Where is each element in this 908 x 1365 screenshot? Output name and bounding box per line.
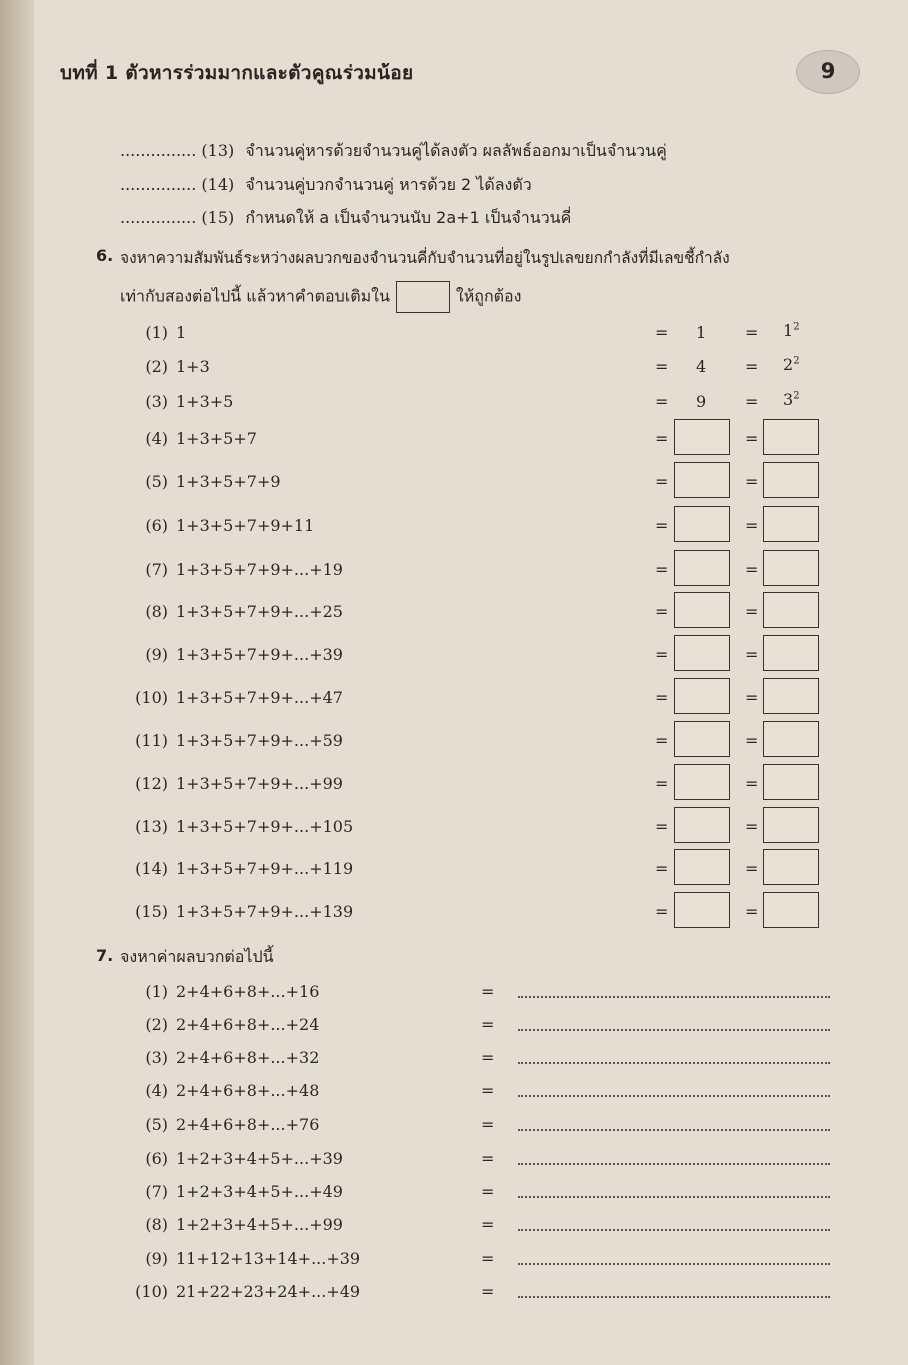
equals-sign: = bbox=[745, 859, 759, 878]
equals-sign: = bbox=[655, 323, 669, 342]
sum-answer-box[interactable] bbox=[674, 764, 730, 800]
power-base: 1 bbox=[783, 321, 794, 340]
power-value bbox=[783, 321, 800, 340]
q7-expression: 21+22+23+24+...+49 bbox=[176, 1282, 361, 1301]
q7-item-number: (6) bbox=[145, 1149, 168, 1168]
equals-sign: = bbox=[655, 429, 669, 448]
q7-item-number: (1) bbox=[145, 982, 168, 1001]
equals-sign: = bbox=[745, 392, 759, 411]
q7-item-number: (7) bbox=[145, 1182, 168, 1201]
equals-sign: = bbox=[655, 392, 669, 411]
equals-sign: = bbox=[745, 357, 759, 376]
answer-blank[interactable]: ............... bbox=[120, 141, 197, 160]
equals-sign: = bbox=[745, 323, 759, 342]
power-answer-box[interactable] bbox=[763, 462, 819, 498]
q6-item-number: (7) bbox=[145, 560, 168, 579]
equals-sign: = bbox=[745, 472, 759, 491]
q6-expression: 1+3+5+7+9+11 bbox=[176, 516, 315, 535]
q6-expression: 1+3+5+7+9+...+47 bbox=[176, 688, 343, 707]
q6-item-number: (5) bbox=[145, 472, 168, 491]
equals-sign: = bbox=[655, 560, 669, 579]
q6-item-number: (1) bbox=[145, 323, 168, 342]
question-6-line1: จงหาความสัมพันธ์ระหว่างผลบวกของจำนวนคี่กับจำนวนที่อยู่ในรูปเลขยกกำลังที่มีเลขชี้กำลัง bbox=[120, 249, 730, 267]
answer-dotted-line[interactable] bbox=[518, 1184, 830, 1198]
answer-dotted-line[interactable] bbox=[518, 984, 830, 998]
q7-item-number: (5) bbox=[145, 1115, 168, 1134]
power-base: 3 bbox=[783, 390, 794, 409]
statement-text: กำหนดให้ a เป็นจำนวนนับ 2a+1 เป็นจำนวนคี่ bbox=[245, 208, 572, 227]
equals-sign: = bbox=[481, 1048, 495, 1067]
sum-answer-box[interactable] bbox=[674, 849, 730, 885]
question-6-line2-before: เท่ากับสองต่อไปนี้ แล้วหาคำตอบเติมใน bbox=[120, 286, 390, 306]
power-answer-box[interactable] bbox=[763, 807, 819, 843]
power-answer-box[interactable] bbox=[763, 550, 819, 586]
power-answer-box[interactable] bbox=[763, 892, 819, 928]
equals-sign: = bbox=[655, 472, 669, 491]
equals-sign: = bbox=[655, 731, 669, 750]
q6-item-number: (8) bbox=[145, 602, 168, 621]
power-answer-box[interactable] bbox=[763, 721, 819, 757]
equals-sign: = bbox=[481, 1182, 495, 1201]
q6-item-number: (10) bbox=[135, 688, 168, 707]
q6-item-number: (13) bbox=[135, 817, 168, 836]
q7-item-number: (2) bbox=[145, 1015, 168, 1034]
statement-15 bbox=[120, 206, 571, 231]
statement-text: จำนวนคู่หารด้วยจำนวนคู่ได้ลงตัว ผลลัพธ์ออกมาเป็นจำนวนคู่ bbox=[245, 141, 667, 160]
equals-sign: = bbox=[745, 731, 759, 750]
answer-dotted-line[interactable] bbox=[518, 1117, 830, 1131]
sum-answer-box[interactable] bbox=[674, 635, 730, 671]
equals-sign: = bbox=[745, 902, 759, 921]
power-value bbox=[783, 355, 800, 374]
sum-answer-box[interactable] bbox=[674, 506, 730, 542]
statement-number: (15) bbox=[201, 208, 235, 227]
equals-sign: = bbox=[745, 560, 759, 579]
statement-14 bbox=[120, 173, 532, 198]
sum-value: 1 bbox=[696, 323, 707, 342]
sum-answer-box[interactable] bbox=[674, 592, 730, 628]
answer-blank[interactable]: ............... bbox=[120, 175, 197, 194]
sum-value: 4 bbox=[696, 357, 707, 376]
q6-expression: 1+3+5+7+9 bbox=[176, 472, 281, 491]
q7-item-number: (3) bbox=[145, 1048, 168, 1067]
q7-expression: 2+4+6+8+...+32 bbox=[176, 1048, 320, 1067]
sum-value: 9 bbox=[696, 392, 707, 411]
statement-text: จำนวนคู่บวกจำนวนคู่ หารด้วย 2 ได้ลงตัว bbox=[245, 175, 532, 194]
power-answer-box[interactable] bbox=[763, 849, 819, 885]
q6-expression: 1+3+5+7+9+...+105 bbox=[176, 817, 354, 836]
answer-dotted-line[interactable] bbox=[518, 1217, 830, 1231]
q6-item-number: (15) bbox=[135, 902, 168, 921]
q6-item-number: (3) bbox=[145, 392, 168, 411]
power-base: 2 bbox=[783, 355, 794, 374]
equals-sign: = bbox=[655, 645, 669, 664]
answer-dotted-line[interactable] bbox=[518, 1050, 830, 1064]
statement-number: (14) bbox=[201, 175, 235, 194]
power-answer-box[interactable] bbox=[763, 764, 819, 800]
q6-item-number: (2) bbox=[145, 357, 168, 376]
sum-answer-box[interactable] bbox=[674, 807, 730, 843]
sum-answer-box[interactable] bbox=[674, 892, 730, 928]
sum-answer-box[interactable] bbox=[674, 550, 730, 586]
power-answer-box[interactable] bbox=[763, 635, 819, 671]
question-7-title: จงหาค่าผลบวกต่อไปนี้ bbox=[120, 947, 274, 966]
answer-dotted-line[interactable] bbox=[518, 1151, 830, 1165]
sum-answer-box[interactable] bbox=[674, 721, 730, 757]
q7-expression: 1+2+3+4+5+...+49 bbox=[176, 1182, 343, 1201]
q6-item-number: (11) bbox=[135, 731, 168, 750]
equals-sign: = bbox=[481, 1215, 495, 1234]
q6-expression: 1+3+5+7+9+...+39 bbox=[176, 645, 343, 664]
sum-answer-box[interactable] bbox=[674, 419, 730, 455]
q7-item-number: (10) bbox=[135, 1282, 168, 1301]
power-answer-box[interactable] bbox=[763, 678, 819, 714]
power-answer-box[interactable] bbox=[763, 506, 819, 542]
power-exponent: 2 bbox=[793, 321, 800, 333]
equals-sign: = bbox=[655, 688, 669, 707]
equals-sign: = bbox=[655, 357, 669, 376]
question-7-number: 7. bbox=[96, 946, 114, 965]
q6-expression: 1+3+5+7+9+...+59 bbox=[176, 731, 343, 750]
power-answer-box[interactable] bbox=[763, 419, 819, 455]
sum-answer-box[interactable] bbox=[674, 462, 730, 498]
q6-expression: 1+3+5+7+9+...+99 bbox=[176, 774, 343, 793]
example-answer-box bbox=[396, 281, 450, 313]
equals-sign: = bbox=[481, 1149, 495, 1168]
q7-expression: 2+4+6+8+...+16 bbox=[176, 982, 320, 1001]
q6-item-number: (12) bbox=[135, 774, 168, 793]
equals-sign: = bbox=[655, 859, 669, 878]
q7-expression: 1+2+3+4+5+...+99 bbox=[176, 1215, 343, 1234]
equals-sign: = bbox=[745, 429, 759, 448]
q6-expression: 1+3+5 bbox=[176, 392, 234, 411]
equals-sign: = bbox=[655, 774, 669, 793]
equals-sign: = bbox=[481, 1115, 495, 1134]
equals-sign: = bbox=[481, 982, 495, 1001]
chapter-title: บทที่ 1 ตัวหารร่วมมากและตัวคูณร่วมน้อย bbox=[60, 62, 414, 84]
equals-sign: = bbox=[481, 1081, 495, 1100]
q6-expression: 1+3+5+7+9+...+19 bbox=[176, 560, 343, 579]
q6-expression: 1+3+5+7+9+...+119 bbox=[176, 859, 354, 878]
q6-item-number: (4) bbox=[145, 429, 168, 448]
answer-dotted-line[interactable] bbox=[518, 1083, 830, 1097]
equals-sign: = bbox=[745, 645, 759, 664]
power-value bbox=[783, 390, 800, 409]
equals-sign: = bbox=[655, 817, 669, 836]
question-6-number: 6. bbox=[96, 246, 114, 265]
q6-expression: 1+3+5+7+9+...+139 bbox=[176, 902, 354, 921]
q6-item-number: (9) bbox=[145, 645, 168, 664]
question-6-line2-after: ให้ถูกต้อง bbox=[455, 286, 522, 306]
equals-sign: = bbox=[655, 602, 669, 621]
q6-expression: 1+3+5+7+9+...+25 bbox=[176, 602, 343, 621]
page-number: 9 bbox=[820, 59, 836, 83]
q6-item-number: (6) bbox=[145, 516, 168, 535]
q6-item-number: (14) bbox=[135, 859, 168, 878]
power-exponent: 2 bbox=[793, 390, 800, 402]
q7-item-number: (8) bbox=[145, 1215, 168, 1234]
equals-sign: = bbox=[745, 688, 759, 707]
page-edge-shadow bbox=[0, 0, 34, 1365]
q7-item-number: (4) bbox=[145, 1081, 168, 1100]
power-answer-box[interactable] bbox=[763, 592, 819, 628]
equals-sign: = bbox=[745, 817, 759, 836]
equals-sign: = bbox=[481, 1282, 495, 1301]
q6-expression: 1 bbox=[176, 323, 187, 342]
equals-sign: = bbox=[481, 1249, 495, 1268]
q7-expression: 11+12+13+14+...+39 bbox=[176, 1249, 361, 1268]
page-number-badge bbox=[796, 50, 860, 94]
q6-expression: 1+3 bbox=[176, 357, 210, 376]
q7-expression: 2+4+6+8+...+48 bbox=[176, 1081, 320, 1100]
equals-sign: = bbox=[481, 1015, 495, 1034]
equals-sign: = bbox=[745, 516, 759, 535]
question-6-line2 bbox=[120, 281, 521, 313]
q7-expression: 2+4+6+8+...+76 bbox=[176, 1115, 320, 1134]
sum-answer-box[interactable] bbox=[674, 678, 730, 714]
q7-expression: 2+4+6+8+...+24 bbox=[176, 1015, 320, 1034]
equals-sign: = bbox=[745, 774, 759, 793]
equals-sign: = bbox=[655, 902, 669, 921]
equals-sign: = bbox=[655, 516, 669, 535]
q7-expression: 1+2+3+4+5+...+39 bbox=[176, 1149, 343, 1168]
statement-number: (13) bbox=[201, 141, 235, 160]
power-exponent: 2 bbox=[793, 355, 800, 367]
statement-13 bbox=[120, 139, 667, 164]
answer-dotted-line[interactable] bbox=[518, 1251, 830, 1265]
answer-dotted-line[interactable] bbox=[518, 1017, 830, 1031]
equals-sign: = bbox=[745, 602, 759, 621]
answer-blank[interactable]: ............... bbox=[120, 208, 197, 227]
q6-expression: 1+3+5+7 bbox=[176, 429, 257, 448]
q7-item-number: (9) bbox=[145, 1249, 168, 1268]
answer-dotted-line[interactable] bbox=[518, 1284, 830, 1298]
